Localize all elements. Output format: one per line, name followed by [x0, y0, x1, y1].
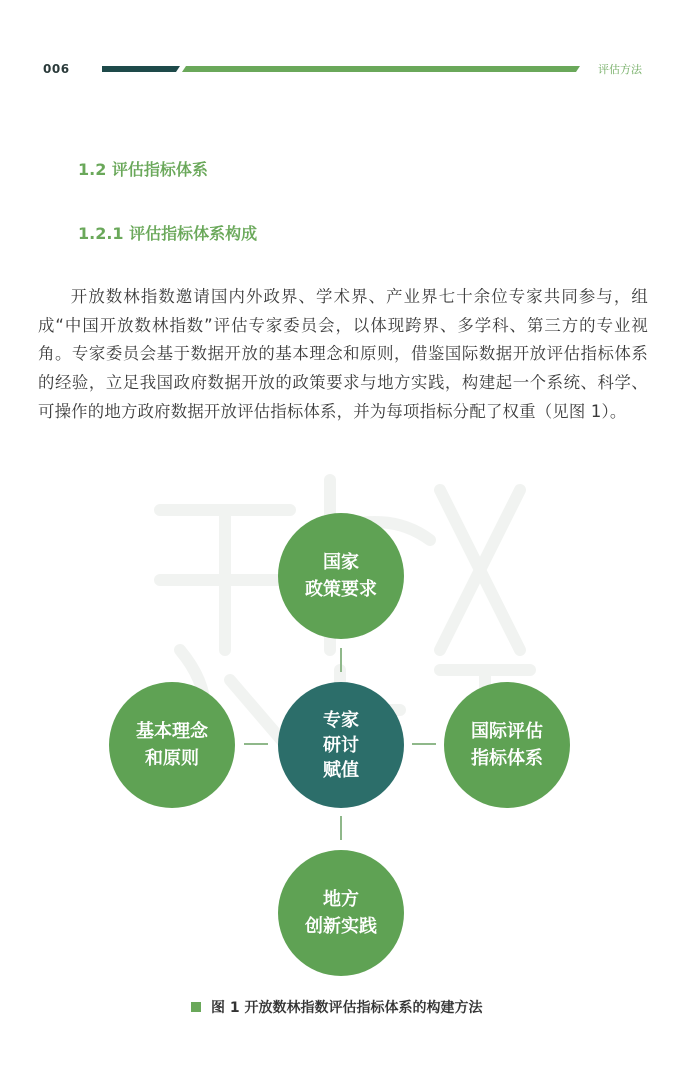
node-label: 赋值	[323, 759, 359, 781]
node-label: 地方	[323, 889, 359, 910]
node-label: 国际评估	[471, 721, 543, 742]
node-label: 研讨	[323, 734, 359, 756]
node-expert-weighting	[278, 682, 404, 808]
body-paragraph: 开放数林指数邀请国内外政界、学术界、产业界七十余位专家共同参与，组成“中国开放数林指数”评估专家委员会，以体现跨界、多学科、第三方的专业视角。专家委员会基于数据开放的基本理念和原则，借鉴国际数据开放评估指标体系的经验，立足我国政府数据开放的政策要求与地方实践，构建起一个系统、科学、可操作的地方政府数据开放评估指标体系，并为每项指标分配了权重（见图 1）。	[38, 287, 648, 421]
node-label: 和原则	[145, 748, 199, 769]
caption-square-icon	[191, 1002, 201, 1012]
node-label: 创新实践	[305, 916, 377, 937]
connector-bottom	[340, 816, 342, 840]
node-local-practice	[278, 850, 404, 976]
header-bar	[102, 66, 580, 72]
subsection-heading: 1.2.1 评估指标体系构成	[78, 224, 258, 243]
framework-diagram	[0, 500, 680, 980]
connector-left	[244, 743, 268, 745]
node-international-index	[444, 682, 570, 808]
connector-top	[340, 648, 342, 672]
node-basic-principles	[109, 682, 235, 808]
page-number: 006	[43, 62, 70, 76]
node-label: 政策要求	[305, 579, 377, 600]
connector-right	[412, 743, 436, 745]
node-national-policy	[278, 513, 404, 639]
section-label: 评估方法	[598, 63, 642, 76]
node-label: 指标体系	[471, 748, 543, 769]
node-label: 专家	[323, 709, 359, 731]
caption-text: 图 1 开放数林指数评估指标体系的构建方法	[211, 1000, 483, 1016]
node-label: 国家	[323, 552, 359, 573]
figure-caption	[191, 997, 483, 1017]
node-label: 基本理念	[136, 721, 208, 742]
section-heading: 1.2 评估指标体系	[78, 160, 208, 179]
